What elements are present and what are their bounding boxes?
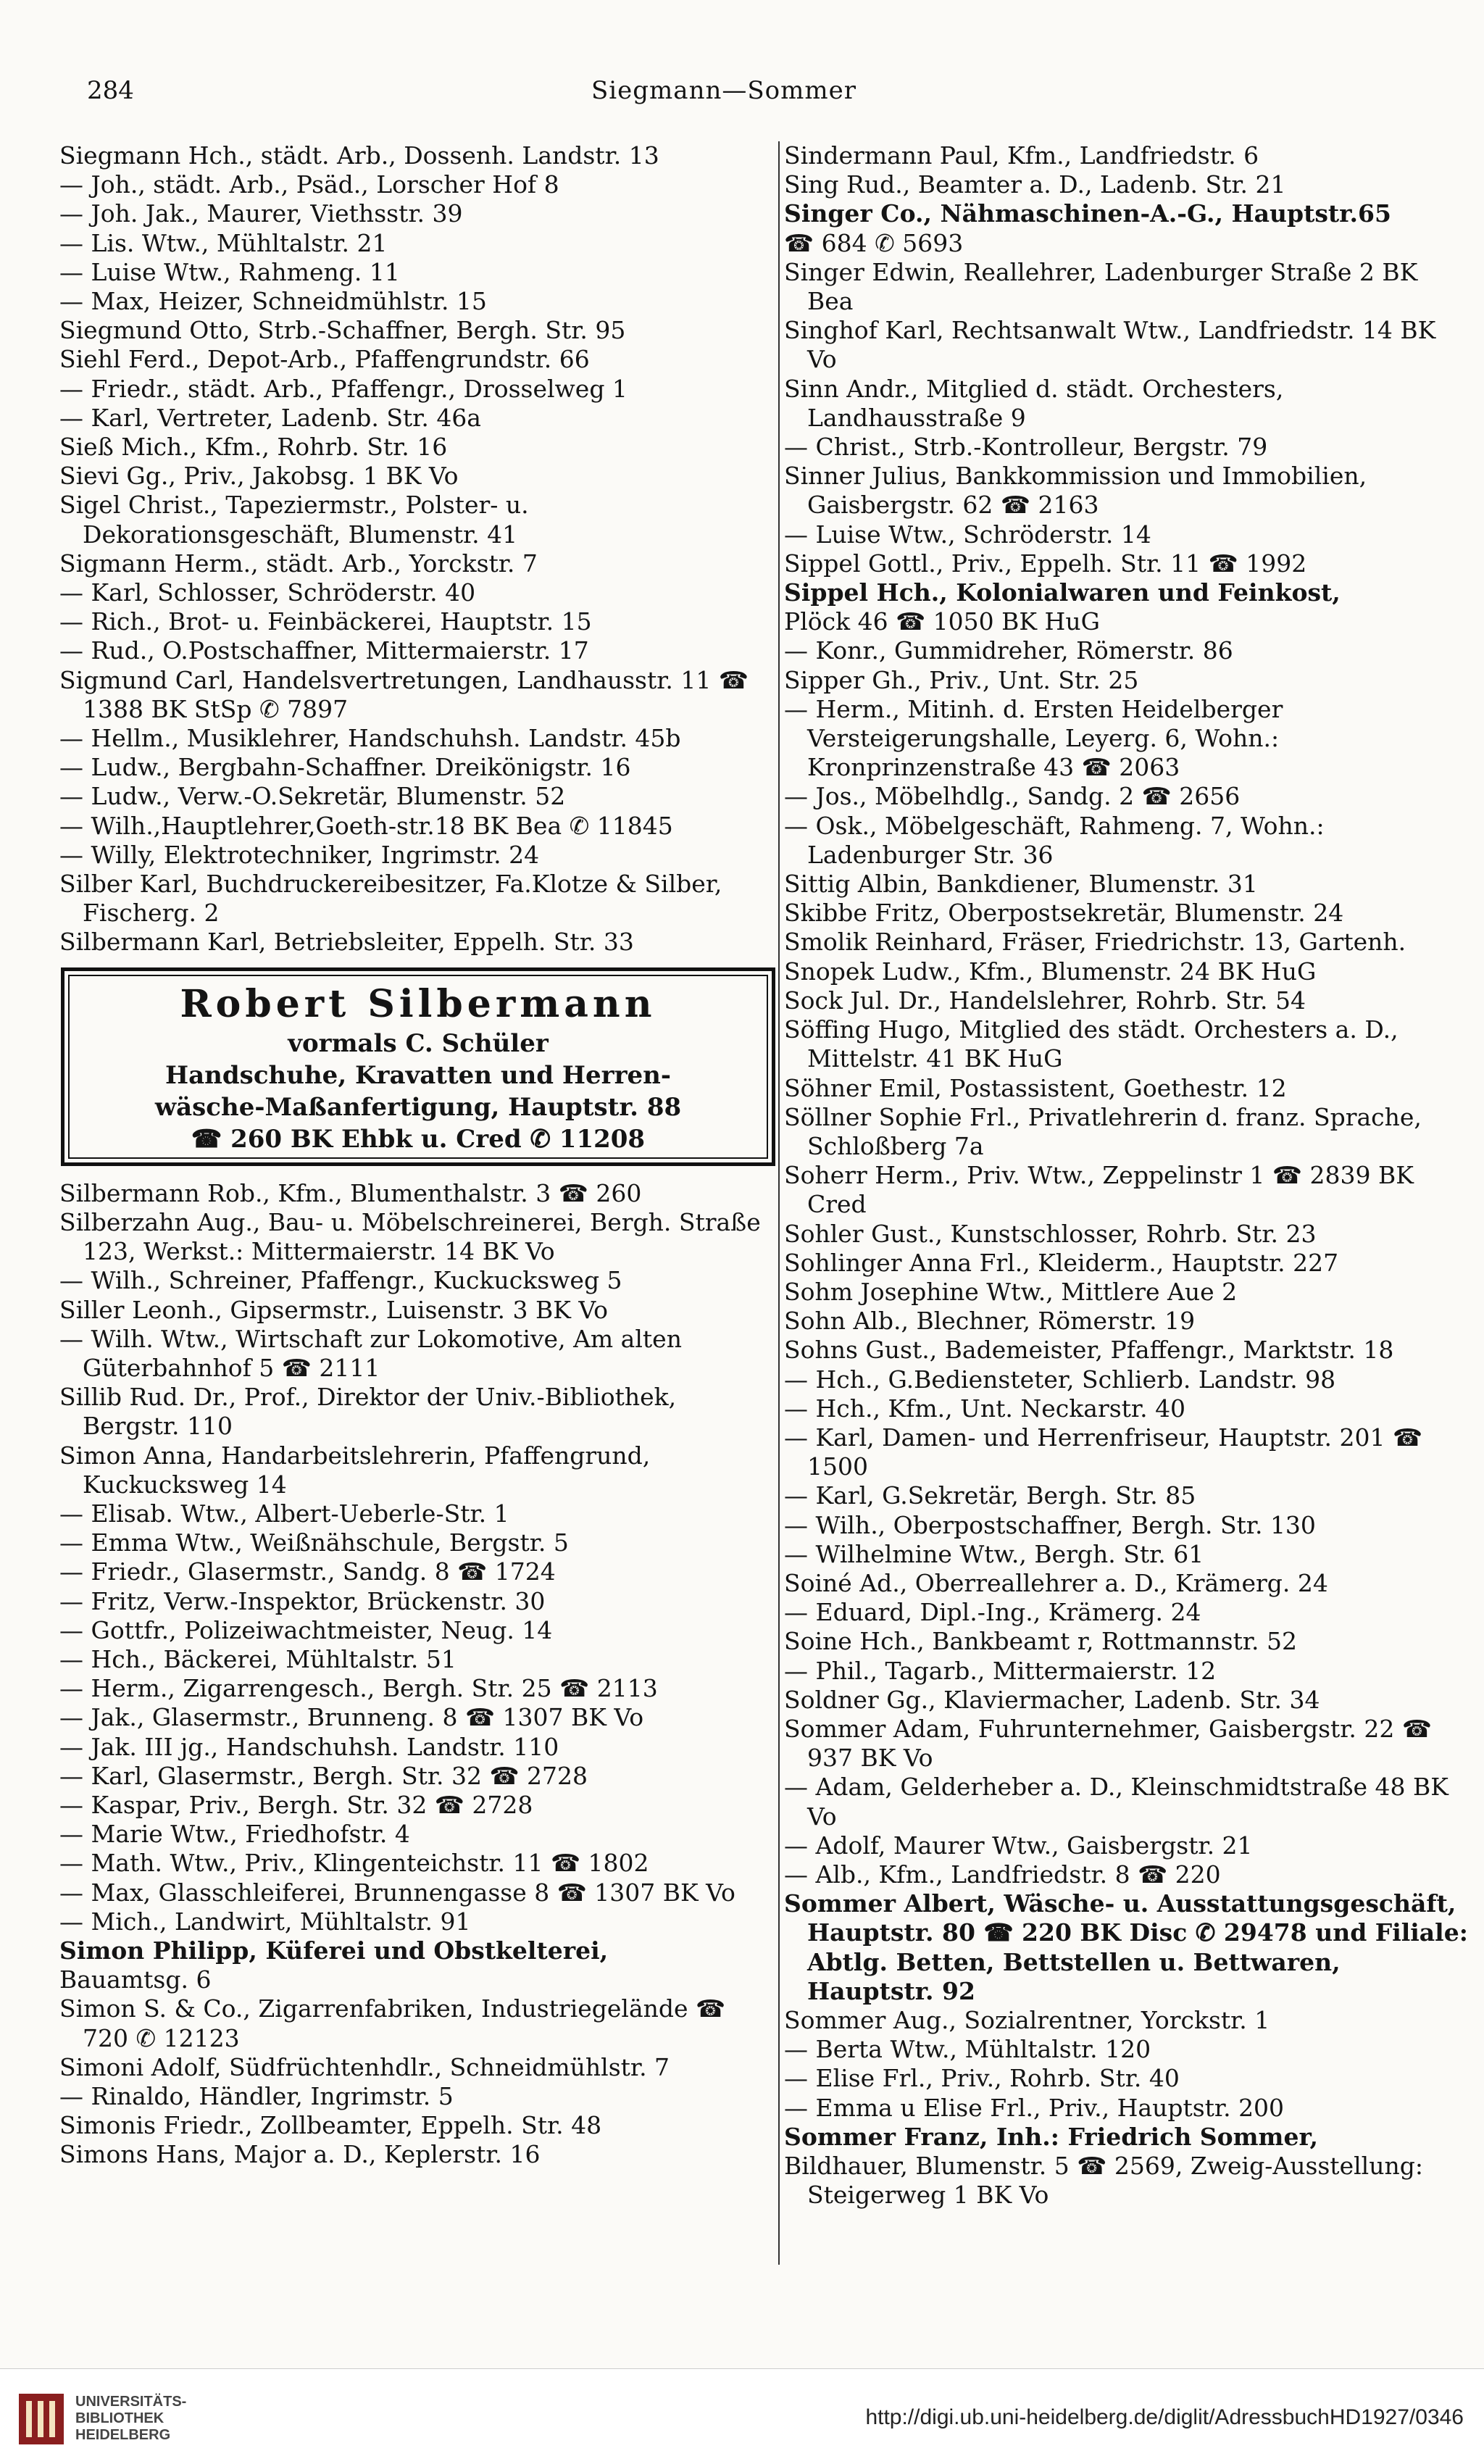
directory-entry: Sittig Albin, Bankdiener, Blumenstr. 31 <box>784 870 1258 899</box>
advert-name: Robert Silbermann <box>180 981 656 1026</box>
directory-entry: — Friedr., Glasermstr., Sandg. 8 ☎ 1724 <box>59 1557 556 1586</box>
directory-entry: — Eduard, Dipl.-Ing., Krämerg. 24 <box>784 1598 1201 1627</box>
library-logo-icon <box>16 2391 67 2447</box>
directory-entry: — Karl, Damen- und Herrenfriseur, Hauptstr. 201 ☎ 1500 <box>784 1423 1423 1481</box>
directory-entry-bold: Sommer Franz, Inh.: Friedrich Sommer, <box>784 2122 1318 2151</box>
directory-entry: Simons Hans, Major a. D., Keplerstr. 16 <box>59 2140 541 2169</box>
source-url-link[interactable]: http://digi.ub.uni-heidelberg.de/diglit/AdressbuchHD1927/0346 <box>865 2405 1464 2429</box>
directory-entry: Smolik Reinhard, Fräser, Friedrichstr. 13, Gartenh. <box>784 928 1406 957</box>
directory-entry: Sohm Josephine Wtw., Mittlere Aue 2 <box>784 1277 1238 1306</box>
directory-entry: — Phil., Tagarb., Mittermaierstr. 12 <box>784 1656 1217 1685</box>
directory-entry: — Wilh., Schreiner, Pfaffengr., Kuckucksweg 5 <box>59 1266 622 1295</box>
directory-entry: — Adam, Gelderheber a. D., Kleinschmidtstraße 48 BK Vo <box>784 1773 1448 1831</box>
directory-entry: Bauamtsg. 6 <box>59 1965 212 1994</box>
directory-entry: Silber Karl, Buchdruckereibesitzer, Fa.Klotze & Silber, Fischerg. 2 <box>59 870 722 928</box>
directory-entry: Silberzahn Aug., Bau- u. Möbelschreinerei, Bergh. Straße 123, Werkst.: Mittermaierstr. 14 BK Vo <box>59 1207 761 1266</box>
directory-entry: — Max, Heizer, Schneidmühlstr. 15 <box>59 287 487 316</box>
directory-entry: — Lis. Wtw., Mühltalstr. 21 <box>59 228 388 257</box>
directory-entry: Sing Rud., Beamter a. D., Ladenb. Str. 21 <box>784 170 1286 199</box>
left-entries-a <box>59 141 777 957</box>
directory-entry: Singer Edwin, Reallehrer, Ladenburger Straße 2 BK Bea <box>784 257 1418 316</box>
directory-entry: Silbermann Rob., Kfm., Blumenthalstr. 3 ☎ 260 <box>59 1178 642 1207</box>
directory-entry: — Max, Glasschleiferei, Brunnengasse 8 ☎ 1307 BK Vo <box>59 1878 735 1907</box>
directory-entry: Sinn Andr., Mitglied d. städt. Orchesters, Landhausstraße 9 <box>784 374 1284 432</box>
directory-entry: Sinner Julius, Bankkommission und Immobilien, Gaisbergstr. 62 ☎ 2163 <box>784 462 1367 520</box>
directory-entry: — Jak., Glasermstr., Brunneng. 8 ☎ 1307 BK Vo <box>59 1703 644 1732</box>
column-divider <box>778 141 780 2265</box>
directory-entry: Silbermann Karl, Betriebsleiter, Eppelh. Str. 33 <box>59 928 634 957</box>
right-entries-c <box>784 607 1469 1889</box>
directory-entry: Plöck 46 ☎ 1050 BK HuG <box>784 607 1100 636</box>
directory-entry: — Emma u Elise Frl., Priv., Hauptstr. 200 <box>784 2093 1285 2122</box>
directory-entry: Sievi Gg., Priv., Jakobsg. 1 BK Vo <box>59 462 459 491</box>
directory-entry: Sohn Alb., Blechner, Römerstr. 19 <box>784 1307 1196 1336</box>
right-entries-b <box>784 229 1469 578</box>
directory-entry: — Rud., O.Postschaffner, Mittermaierstr. 17 <box>59 636 589 665</box>
directory-entry: — Joh., städt. Arb., Psäd., Lorscher Hof 8 <box>59 170 559 199</box>
directory-entry: — Osk., Möbelgeschäft, Rahmeng. 7, Wohn.: Ladenburger Str. 36 <box>784 811 1325 869</box>
directory-entry: Sohlinger Anna Frl., Kleiderm., Hauptstr. 227 <box>784 1248 1339 1277</box>
directory-entry-bold: Simon Philipp, Küferei und Obstkelterei, <box>59 1936 609 1965</box>
directory-entry-bold: Sommer Albert, Wäsche- u. Ausstattungsgeschäft, Hauptstr. 80 ☎ 220 BK Disc ✆ 29478 und Filiale: Abtlg. Betten, Bettstellen u. Bettwaren, Hauptstr. 92 <box>784 1889 1468 2005</box>
directory-entry: — Marie Wtw., Friedhofstr. 4 <box>59 1820 410 1849</box>
directory-entry: — Hch., Kfm., Unt. Neckarstr. 40 <box>784 1394 1186 1423</box>
directory-entry: — Karl, G.Sekretär, Bergh. Str. 85 <box>784 1481 1196 1510</box>
directory-entry: — Christ., Strb.-Kontrolleur, Bergstr. 79 <box>784 433 1268 462</box>
directory-entry: Sindermann Paul, Kfm., Landfriedstr. 6 <box>784 141 1259 170</box>
directory-entry: — Herm., Zigarrengesch., Bergh. Str. 25 ☎ 2113 <box>59 1674 658 1703</box>
directory-entry: Sock Jul. Dr., Handelslehrer, Rohrb. Str. 54 <box>784 986 1306 1015</box>
library-logo-text <box>75 2394 186 2444</box>
directory-entry: — Alb., Kfm., Landfriedstr. 8 ☎ 220 <box>784 1860 1221 1889</box>
directory-entry: — Luise Wtw., Schröderstr. 14 <box>784 520 1151 549</box>
directory-entry: Siegmann Hch., städt. Arb., Dossenh. Landstr. 13 <box>59 141 659 170</box>
directory-entry: Sieß Mich., Kfm., Rohrb. Str. 16 <box>59 433 448 462</box>
left-column <box>59 141 777 2286</box>
directory-entry: Sigel Christ., Tapeziermstr., Polster- u. Dekorationsgeschäft, Blumenstr. 41 <box>59 491 529 549</box>
directory-entry: — Mich., Landwirt, Mühltalstr. 91 <box>59 1907 471 1936</box>
advert-line-3: wäsche-Maßanfertigung, Hauptstr. 88 <box>154 1092 682 1122</box>
advert-line-2: Handschuhe, Kravatten und Herren- <box>165 1060 671 1090</box>
directory-entry: — Friedr., städt. Arb., Pfaffengr., Drosselweg 1 <box>59 374 628 403</box>
directory-entry: Sigmund Carl, Handelsvertretungen, Landhausstr. 11 ☎ 1388 BK StSp ✆ 7897 <box>59 665 749 723</box>
directory-entry: — Jos., Möbelhdlg., Sandg. 2 ☎ 2656 <box>784 782 1241 811</box>
right-entries-d <box>784 2006 1469 2123</box>
directory-entry: — Hch., Bäckerei, Mühltalstr. 51 <box>59 1644 457 1673</box>
directory-entry: Siller Leonh., Gipsermstr., Luisenstr. 3 BK Vo <box>59 1295 609 1324</box>
directory-entry: — Jak. III jg., Handschuhsh. Landstr. 110 <box>59 1732 559 1761</box>
directory-entry: — Adolf, Maurer Wtw., Gaisbergstr. 21 <box>784 1831 1253 1860</box>
directory-entry: — Wilhelmine Wtw., Bergh. Str. 61 <box>784 1539 1204 1568</box>
right-entries-a <box>784 141 1469 199</box>
directory-entry: ☎ 684 ✆ 5693 <box>784 228 964 257</box>
directory-entry: Simonis Friedr., Zollbeamter, Eppelh. Str. 48 <box>59 2111 602 2140</box>
directory-entry: — Hch., G.Bediensteter, Schlierb. Landstr. 98 <box>784 1365 1336 1394</box>
directory-entry: Snopek Ludw., Kfm., Blumenstr. 24 BK HuG <box>784 957 1317 986</box>
advert-box <box>61 967 775 1166</box>
directory-entry-bold: Singer Co., Nähmaschinen-A.-G., Hauptstr.65 <box>784 199 1391 228</box>
advert-line-1: vormals C. Schüler <box>288 1028 549 1058</box>
directory-entry: — Math. Wtw., Priv., Klingenteichstr. 11 ☎ 1802 <box>59 1849 649 1878</box>
directory-entry: Simon S. & Co., Zigarrenfabriken, Industriegelände ☎ 720 ✆ 12123 <box>59 1994 726 2052</box>
directory-entry: — Wilh. Wtw., Wirtschaft zur Lokomotive, Am alten Güterbahnhof 5 ☎ 2111 <box>59 1324 682 1382</box>
directory-entry: — Ludw., Verw.-O.Sekretär, Blumenstr. 52 <box>59 782 566 811</box>
directory-entry: — Karl, Glasermstr., Bergh. Str. 32 ☎ 2728 <box>59 1761 588 1790</box>
directory-entry: Soldner Gg., Klaviermacher, Ladenb. Str. 34 <box>784 1685 1320 1714</box>
directory-entry: Soiné Ad., Oberreallehrer a. D., Krämerg. 24 <box>784 1568 1328 1597</box>
directory-entry: Bildhauer, Blumenstr. 5 ☎ 2569, Zweig-Ausstellung: Steigerweg 1 BK Vo <box>784 2152 1423 2210</box>
directory-entry: — Joh. Jak., Maurer, Viethsstr. 39 <box>59 199 463 228</box>
directory-entry: — Rich., Brot- u. Feinbäckerei, Hauptstr. 15 <box>59 607 592 636</box>
directory-entry: Söllner Sophie Frl., Privatlehrerin d. franz. Sprache, Schloßberg 7a <box>784 1102 1422 1160</box>
page-number: 284 <box>87 76 134 105</box>
left-entries-c <box>59 1965 777 2169</box>
logo-line-2: BIBLIOTHEK <box>75 2410 164 2426</box>
advert-line-4: ☎ 260 BK Ehbk u. Cred ✆ 11208 <box>191 1124 646 1154</box>
directory-entry: — Berta Wtw., Mühltalstr. 120 <box>784 2035 1151 2064</box>
directory-entry: Soherr Herm., Priv. Wtw., Zeppelinstr 1 ☎ 2839 BK Cred <box>784 1161 1414 1219</box>
directory-entry: — Ludw., Bergbahn-Schaffner. Dreikönigstr. 16 <box>59 753 631 782</box>
left-entries-b <box>59 1179 777 1936</box>
directory-entry: — Elise Frl., Priv., Rohrb. Str. 40 <box>784 2064 1180 2093</box>
directory-entry: — Karl, Vertreter, Ladenb. Str. 46a <box>59 403 481 432</box>
directory-entry: Söffing Hugo, Mitglied des städt. Orchesters a. D., Mittelstr. 41 BK HuG <box>784 1015 1398 1073</box>
directory-entry: Sommer Aug., Sozialrentner, Yorckstr. 1 <box>784 2006 1270 2034</box>
directory-entry: Siegmund Otto, Strb.-Schaffner, Bergh. Str. 95 <box>59 316 626 345</box>
right-column <box>784 141 1469 2286</box>
directory-entry: Simoni Adolf, Südfrüchtenhdlr., Schneidmühlstr. 7 <box>59 2052 670 2081</box>
directory-entry-bold: Sippel Hch., Kolonialwaren und Feinkost, <box>784 578 1341 607</box>
directory-entry: Skibbe Fritz, Oberpostsekretär, Blumenstr. 24 <box>784 899 1344 928</box>
directory-entry: — Fritz, Verw.-Inspektor, Brückenstr. 30 <box>59 1586 546 1615</box>
directory-entry: Soine Hch., Bankbeamt r, Rottmannstr. 52 <box>784 1627 1297 1656</box>
directory-entry: Sigmann Herm., städt. Arb., Yorckstr. 7 <box>59 549 538 578</box>
directory-entry: — Emma Wtw., Weißnähschule, Bergstr. 5 <box>59 1528 569 1557</box>
directory-entry: Singhof Karl, Rechtsanwalt Wtw., Landfriedstr. 14 BK Vo <box>784 316 1436 374</box>
directory-entry: Simon Anna, Handarbeitslehrerin, Pfaffengrund, Kuckucksweg 14 <box>59 1441 651 1499</box>
directory-entry: — Wilh., Oberpostschaffner, Bergh. Str. 130 <box>784 1510 1316 1539</box>
directory-entry: — Herm., Mitinh. d. Ersten Heidelberger Versteigerungshalle, Leyerg. 6, Wohn.: Kronprinzenstraße 43 ☎ 2063 <box>784 694 1283 782</box>
directory-entry: — Karl, Schlosser, Schröderstr. 40 <box>59 578 476 607</box>
directory-entry: Söhner Emil, Postassistent, Goethestr. 12 <box>784 1073 1287 1102</box>
logo-line-3: HEIDELBERG <box>75 2427 171 2443</box>
directory-entry: — Willy, Elektrotechniker, Ingrimstr. 24 <box>59 840 540 869</box>
directory-entry: Sommer Adam, Fuhrunternehmer, Gaisbergstr. 22 ☎ 937 BK Vo <box>784 1714 1432 1773</box>
footer-bar <box>0 2368 1484 2464</box>
page-title: Siegmann—Sommer <box>591 76 856 105</box>
directory-entry: Sohler Gust., Kunstschlosser, Rohrb. Str. 23 <box>784 1219 1317 1248</box>
directory-entry: Siehl Ferd., Depot-Arb., Pfaffengrundstr. 66 <box>59 345 590 374</box>
right-entries-e <box>784 2152 1469 2210</box>
directory-entry: — Luise Wtw., Rahmeng. 11 <box>59 257 400 286</box>
directory-entry: — Gottfr., Polizeiwachtmeister, Neug. 14 <box>59 1615 553 1644</box>
directory-entry: Sillib Rud. Dr., Prof., Direktor der Univ.-Bibliothek, Bergstr. 110 <box>59 1383 677 1441</box>
directory-entry: Sipper Gh., Priv., Unt. Str. 25 <box>784 665 1139 694</box>
directory-entry: — Konr., Gummidreher, Römerstr. 86 <box>784 636 1233 665</box>
directory-entry: — Kaspar, Priv., Bergh. Str. 32 ☎ 2728 <box>59 1790 533 1819</box>
page-header <box>80 69 1368 112</box>
directory-entry: — Hellm., Musiklehrer, Handschuhsh. Landstr. 45b <box>59 724 681 753</box>
directory-entry: Sippel Gottl., Priv., Eppelh. Str. 11 ☎ 1992 <box>784 549 1307 578</box>
directory-entry: — Elisab. Wtw., Albert-Ueberle-Str. 1 <box>59 1499 509 1528</box>
directory-entry: — Wilh.,Hauptlehrer,Goeth-str.18 BK Bea ✆ 11845 <box>59 811 673 840</box>
directory-entry: Sohns Gust., Bademeister, Pfaffengr., Marktstr. 18 <box>784 1336 1394 1365</box>
directory-entry: — Rinaldo, Händler, Ingrimstr. 5 <box>59 2081 454 2110</box>
logo-line-1: UNIVERSITÄTS- <box>75 2394 187 2410</box>
